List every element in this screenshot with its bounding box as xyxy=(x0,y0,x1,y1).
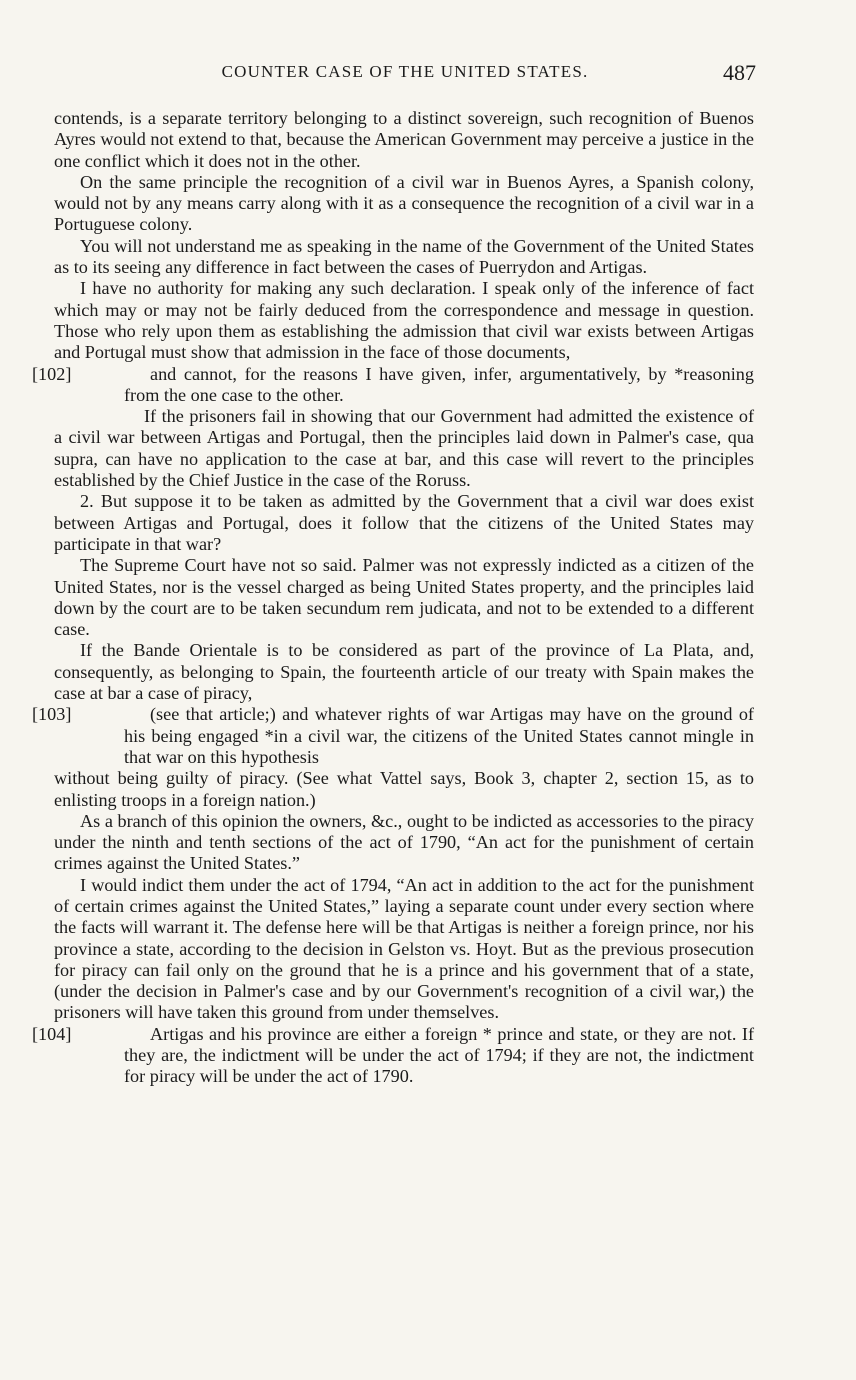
paragraph-4-continued xyxy=(32,363,754,407)
paragraph-1: contends, is a separate territory belonging to a distinct sovereign, such recognition of Buenos Ayres would not extend to that, because the American Government may perceive a justice in the one conflict which it does not in the other. xyxy=(54,108,754,171)
body-text xyxy=(32,108,754,1088)
margin-marker-104: [104] xyxy=(32,1023,72,1044)
paragraph-7: The Supreme Court have not so said. Palmer was not expressly indicted as a citizen of the United States, nor is the vessel charged as being United States property, and the principles laid down by the court are to be taken secundum rem judicata, and not to be extended to a different case. xyxy=(54,555,754,640)
paragraph-4: I have no authority for making any such declaration. I speak only of the inference of fact which may or may not be fairly deduced from the correspondence and message in question. Those who rely upon them as establishing the admission that civil war exists between Artigas and Portugal must show that admission in the face of those documents, xyxy=(54,278,754,363)
paragraph-8-continued xyxy=(32,704,754,768)
paragraph-3: You will not understand me as speaking in the name of the Government of the United States as to its seeing any difference in fact between the cases of Puerrydon and Artigas. xyxy=(54,235,754,278)
paragraph-10: I would indict them under the act of 1794, “An act in addition to the act for the punishment of certain crimes against the United States,” laying a separate count under every section where the facts will warrant it. The defense here will be that Artigas is neither a foreign prince, nor his province a state, according to the decision in Gelston vs. Hoyt. But as the previous prosecution for piracy can fail only on the ground that he is a prince and his government that of a state, (under the decision in Palmer's case and by our Government's recognition of a civil war,) the prisoners will have taken this ground from under themselves. xyxy=(54,874,754,1023)
margin-marker-103: [103] xyxy=(32,704,72,725)
paragraph-8-end: without being guilty of piracy. (See what Vattel says, Book 3, chapter 2, section 15, as to enlisting troops in a foreign nation.) xyxy=(54,768,754,810)
paragraph-8-continued-text: (see that article;) and whatever rights of war Artigas may have on the ground of his being engaged *in a civil war, the citizens of the United States cannot mingle in that war on this hypothesis xyxy=(124,704,754,767)
paragraph-11 xyxy=(32,1023,754,1088)
paragraph-5: If the prisoners fail in showing that our Government had admitted the existence of a civil war between Artigas and Portugal, then the principles laid down in Palmer's case, qua supra, can have no application to the case at bar, and this case will revert to the principles established by the Chief Justice in the case of the Roruss. xyxy=(54,406,754,491)
paragraph-4-continued-text: and cannot, for the reasons I have given, infer, argumentatively, by *reasoning from the one case to the other. xyxy=(124,363,754,405)
paragraph-9: As a branch of this opinion the owners, &c., ought to be indicted as accessories to the piracy under the ninth and tenth sections of the act of 1790, “An act for the punishment of certain crimes against the United States.” xyxy=(54,810,754,874)
margin-marker-102: [102] xyxy=(32,363,72,384)
paragraph-2: On the same principle the recognition of a civil war in Buenos Ayres, a Spanish colony, would not by any means carry along with it as a consequence the recognition of a civil war in a Portuguese colony. xyxy=(54,171,754,235)
paragraph-8: If the Bande Orientale is to be considered as part of the province of La Plata, and, consequently, as belonging to Spain, the fourteenth article of our treaty with Spain makes the case at bar a case of piracy, xyxy=(54,640,754,704)
running-header: COUNTER CASE OF THE UNITED STATES. xyxy=(221,62,589,81)
paragraph-11-text: Artigas and his province are either a foreign * prince and state, or they are not. If they are, the indictment will be under the act of 1794; if they are not, the indictment for piracy will be under the act of 1790. xyxy=(124,1023,754,1087)
paragraph-6: 2. But suppose it to be taken as admitted by the Government that a civil war does exist between Artigas and Portugal, does it follow that the citizens of the United States may participate in that war? xyxy=(54,491,754,554)
page-number: 487 xyxy=(723,60,756,85)
